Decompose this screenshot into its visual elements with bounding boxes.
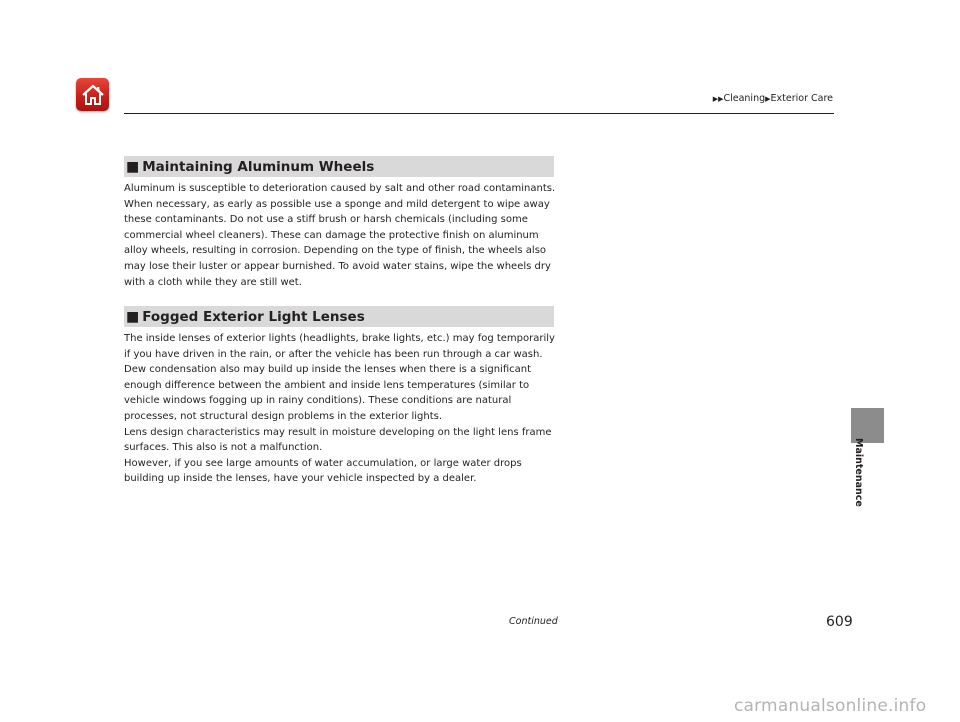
square-bullet-icon: ■ — [126, 158, 140, 175]
watermark: carmanualsonline.info — [734, 696, 927, 716]
breadcrumb-item-exterior-care[interactable]: Exterior Care — [770, 93, 833, 104]
paragraph: However, if you see large amounts of water accumulation, or large water drops building up inside the lenses, have your vehicle inspected by a dealer. — [124, 457, 522, 485]
continued-note: Continued — [509, 616, 558, 627]
paragraph: Lens design characteristics may result in moisture developing on the light lens frame surfaces. This also is not a malfunction. — [124, 426, 552, 454]
paragraph: The inside lenses of exterior lights (headlights, brake lights, etc.) may fog temporarily if you have driven in the rain, or after the vehicle has been run through a car wash. Dew condensation also may build up inside the lenses when there is a significant enough difference between the ambient and inside lens temperatures (similar to vehicle windows fogging up in rainy conditions). These conditions are natural processes, not structural design problems in the exterior lights. — [124, 333, 555, 422]
section-body-aluminum-wheels — [124, 181, 556, 290]
home-button[interactable] — [76, 78, 109, 111]
home-icon — [81, 84, 105, 106]
section-body-fogged-lenses — [124, 331, 556, 487]
chapter-tab-label: Maintenance — [853, 438, 864, 507]
section-heading-aluminum-wheels — [124, 156, 554, 177]
paragraph: Aluminum is susceptible to deterioration caused by salt and other road contaminants. When necessary, as early as possible use a sponge and mild detergent to wipe away these contaminants. Do not use a stiff brush or harsh chemicals (including some commercial wheel cleaners). These can damage the protective finish on aluminum alloy wheels, resulting in corrosion. Depending on the type of finish, the wheels also may lose their luster or appear burnished. To avoid water stains, wipe the wheels dry with a cloth while they are still wet. — [124, 183, 556, 288]
section-heading-text: Maintaining Aluminum Wheels — [142, 158, 375, 175]
breadcrumb-item-cleaning[interactable]: Cleaning — [723, 93, 766, 104]
section-heading-fogged-lenses — [124, 306, 554, 327]
header-divider — [124, 113, 834, 114]
square-bullet-icon: ■ — [126, 308, 140, 325]
breadcrumb-arrow-icon: ▶▶ — [712, 95, 724, 103]
breadcrumb-arrow-icon: ▶ — [765, 95, 771, 103]
breadcrumb — [688, 93, 833, 104]
section-heading-text: Fogged Exterior Light Lenses — [142, 308, 365, 325]
page-number: 609 — [826, 614, 853, 630]
